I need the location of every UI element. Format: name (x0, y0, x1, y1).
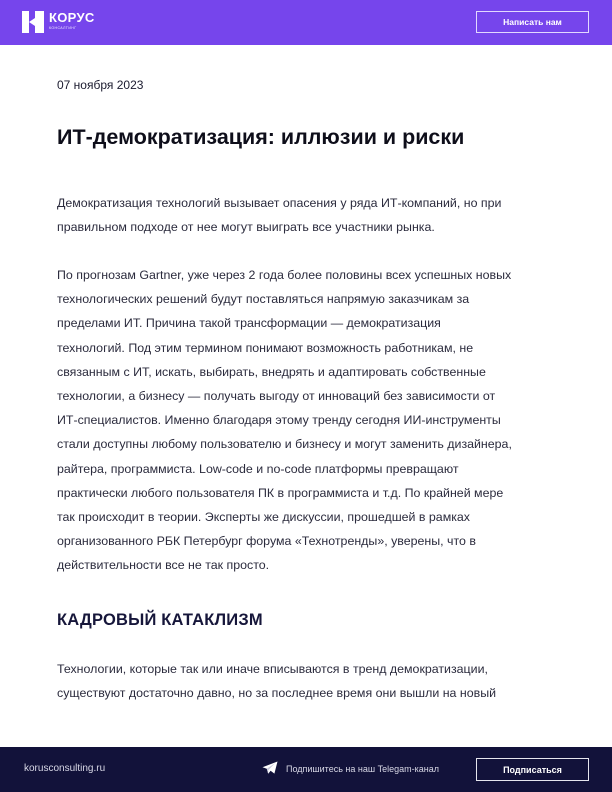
text-line: практически любого пользователя ПК в программиста и т.д. По крайней мере (57, 485, 504, 500)
footer-bar (0, 747, 612, 792)
text-line: По прогнозам Gartner, уже через 2 года более половины всех успешных новых (57, 268, 512, 282)
text-line: ИТ-специалистов. Именно благодаря этому тренду сегодня ИИ-инструменты (57, 413, 501, 428)
text-line: пределами ИТ. Причина такой трансформации — демократизация (57, 316, 441, 331)
write-us-button[interactable]: Написать нам (476, 11, 589, 33)
paragraph-intro (57, 191, 557, 239)
subscribe-button[interactable]: Подписаться (476, 758, 589, 781)
text-line: связанным с ИТ, искать, выбирать, внедрять и адаптировать собственные (57, 364, 486, 379)
text-line: Технологии, которые так или иначе вписываются в тренд демократизации, (57, 662, 488, 676)
text-line: Демократизация технологий вызывает опасения у ряда ИТ-компаний, но при (57, 196, 502, 210)
logo-mark-icon (22, 11, 44, 33)
article-title: ИТ-демократизация: иллюзии и риски (57, 125, 465, 149)
top-header (0, 0, 612, 45)
telegram-subscribe-text[interactable]: Подпишитесь на наш Telegam-канал (286, 764, 439, 774)
korus-logo[interactable] (22, 11, 95, 33)
text-line: технологии, а бизнесу — получать выгоду от инноваций без зависимости от (57, 389, 496, 404)
text-line: стали доступны любому пользователю и бизнесу и могут заменить дизайнера, (57, 437, 512, 452)
paragraph-gartner (57, 263, 557, 578)
text-line: действительности все не так просто. (57, 558, 270, 573)
text-line: правильном подходе от нее могут выиграть все участники рынка. (57, 220, 435, 235)
text-line: технологий. Под этим термином понимают возможность работникам, не (57, 340, 474, 355)
text-line: организованного РБК Петербург форума «Технотренды», уверены, что в (57, 534, 476, 549)
logo-subtitle: КОНСАЛТИНГ (49, 26, 77, 30)
logo-name: КОРУС (49, 10, 95, 25)
text-line: существуют достаточно давно, но за последнее время они вышли на новый (57, 686, 497, 701)
site-link[interactable]: korusconsulting.ru (24, 763, 106, 774)
telegram-icon[interactable] (262, 761, 278, 775)
section-heading: КАДРОВЫЙ КАТАКЛИЗМ (57, 611, 263, 629)
text-line: так происходит в теории. Эксперты же дискуссии, прошедшей в рамках (57, 510, 470, 525)
text-line: райтера, программиста. Low-code и no-code платформы превращают (57, 461, 459, 476)
paragraph-technologies (57, 657, 557, 705)
text-line: технологических решений будут поставляться напрямую заказчикам за (57, 292, 470, 307)
article-date: 07 ноября 2023 (57, 78, 144, 92)
